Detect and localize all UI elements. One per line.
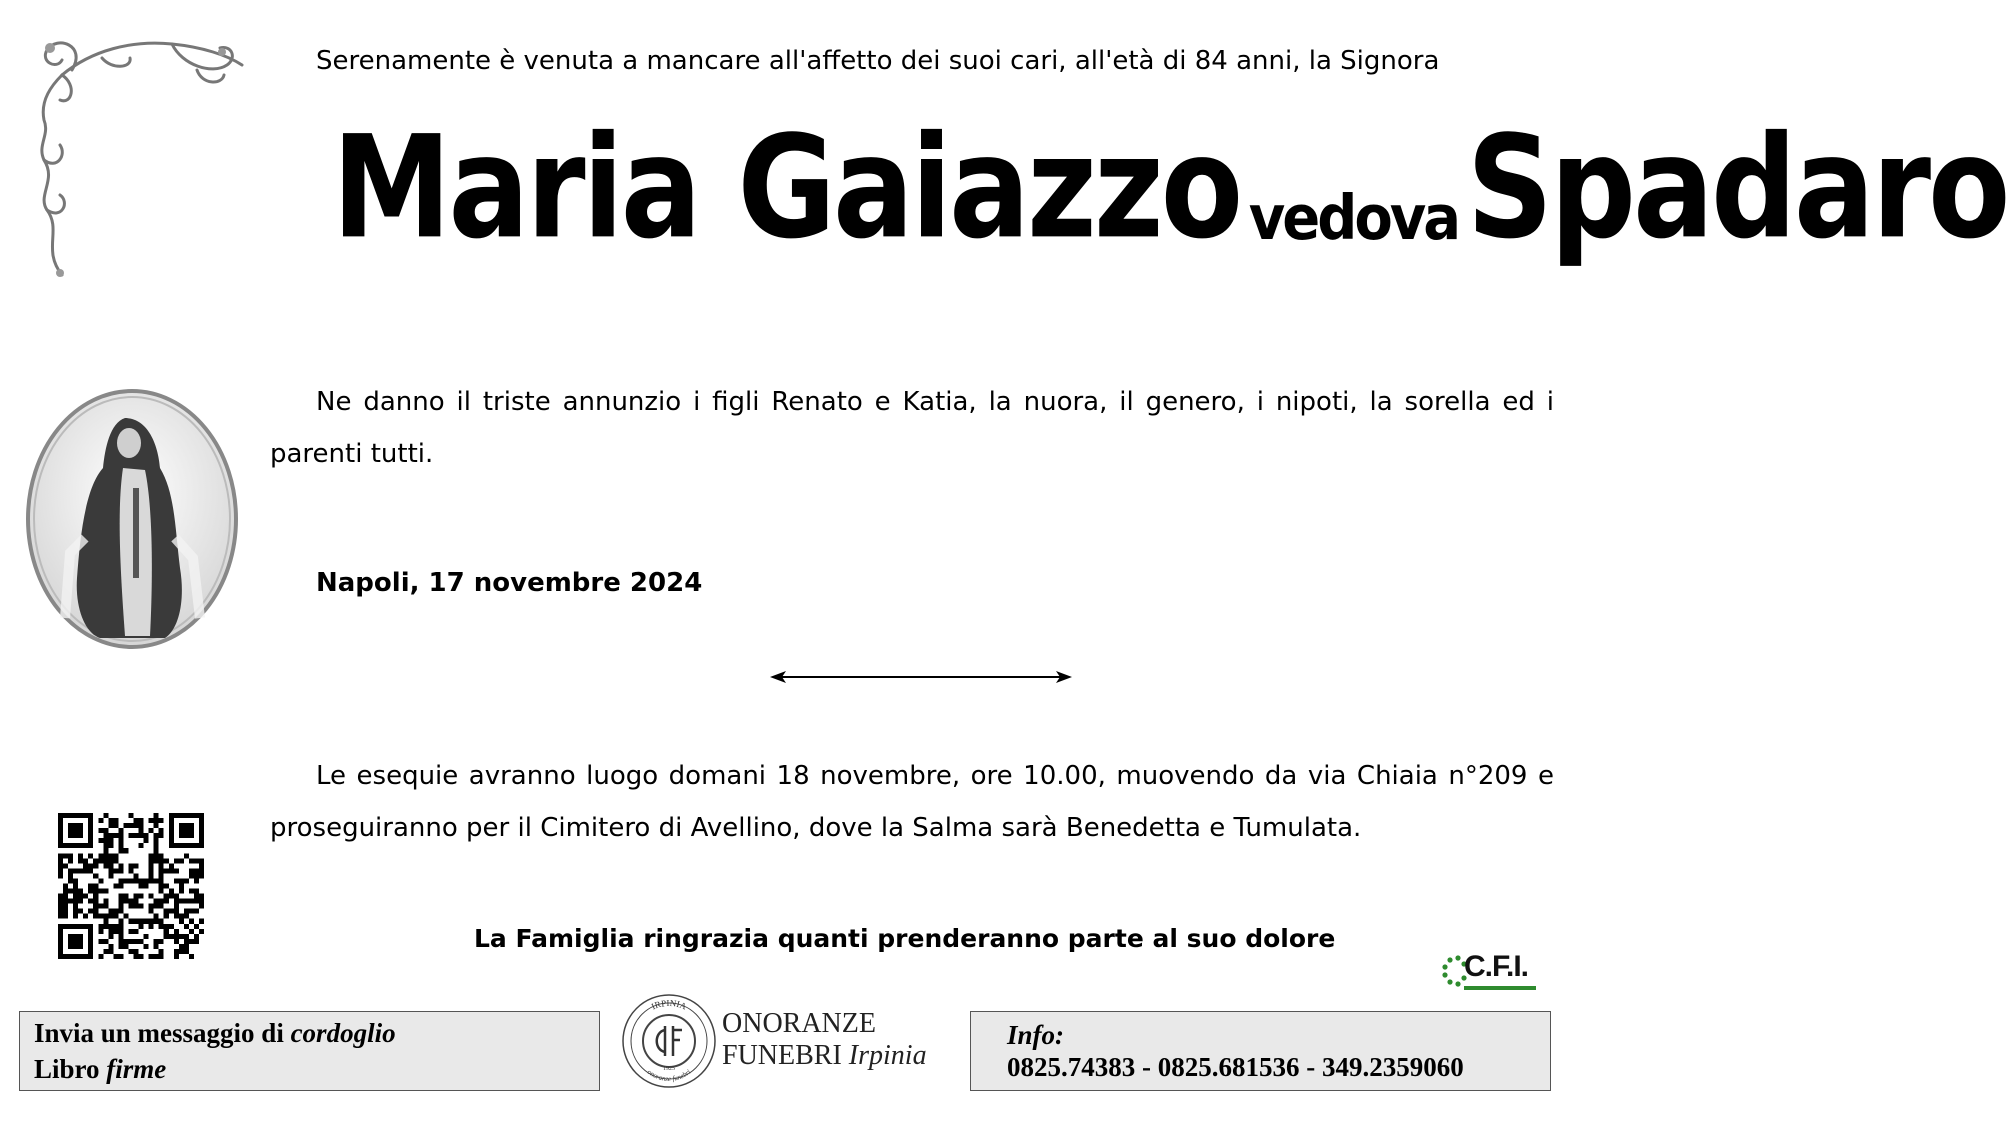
corner-ornament bbox=[32, 30, 247, 285]
funeral-home-name-irpinia: Irpinia bbox=[848, 1040, 927, 1071]
seal-top-text: IRPINIA bbox=[649, 997, 688, 1012]
guestbook-emphasis: firme bbox=[106, 1054, 167, 1084]
info-phones[interactable]: 0825.74383 - 0825.681536 - 349.2359060 bbox=[1007, 1052, 1464, 1082]
funeral-home-name-line1: ONORANZE bbox=[722, 1008, 876, 1039]
info-box bbox=[970, 1011, 1551, 1091]
funeral-details-content: Le esequie avranno luogo domani 18 novembre, ore 10.00, muovendo da via Chiaia n°209 e proseguiranno per il Cimitero di Avellino, dove la Salma sarà Benedetta e Tumulata. bbox=[270, 761, 1554, 843]
funeral-home-name bbox=[722, 1008, 927, 1072]
condolence-prefix: Invia un messaggio di bbox=[34, 1018, 291, 1048]
qr-code[interactable] bbox=[58, 813, 204, 959]
guestbook-prefix: Libro bbox=[34, 1054, 107, 1084]
funeral-home-seal-logo bbox=[618, 990, 720, 1092]
condolence-box[interactable] bbox=[19, 1011, 600, 1091]
cfi-logo-text: C.F.I. bbox=[1464, 950, 1529, 983]
name-connector: vedova bbox=[1248, 182, 1459, 255]
guestbook-link[interactable] bbox=[34, 1054, 166, 1085]
deceased-first-name: Maria Gaiazzo bbox=[332, 106, 1241, 271]
seal-year: 1925 bbox=[663, 1066, 675, 1072]
thanks-text: La Famiglia ringrazia quanti prenderanno parte al suo dolore bbox=[474, 924, 1336, 953]
place-date: Napoli, 17 novembre 2024 bbox=[316, 568, 703, 598]
double-arrow-divider bbox=[770, 668, 1072, 686]
cfi-logo bbox=[1442, 950, 1542, 998]
funeral-home-name-line2 bbox=[722, 1040, 927, 1072]
info-label: Info: bbox=[1007, 1020, 1065, 1050]
intro-text: Serenamente è venuta a mancare all'affetto dei suoi cari, all'età di 84 anni, la Signora bbox=[316, 46, 1440, 76]
condolence-emphasis: cordoglio bbox=[290, 1018, 396, 1048]
announcement-text bbox=[270, 376, 1554, 480]
announcement-content: Ne danno il triste annunzio i figli Renato e Katia, la nuora, il genero, i nipoti, la sorella ed i parenti tutti. bbox=[270, 387, 1554, 469]
seal-bottom-text: onoranze funebri bbox=[645, 1067, 693, 1084]
cfi-underline bbox=[1464, 986, 1536, 990]
madonna-portrait bbox=[25, 388, 239, 650]
funeral-details bbox=[270, 750, 1554, 854]
svg-text:IRPINIA bbox=[650, 998, 689, 1012]
funeral-home-name-funebri: FUNEBRI bbox=[722, 1040, 842, 1071]
deceased-name bbox=[332, 106, 2007, 271]
condolence-link[interactable] bbox=[34, 1018, 396, 1049]
deceased-last-name: Spadaro bbox=[1466, 106, 2007, 271]
